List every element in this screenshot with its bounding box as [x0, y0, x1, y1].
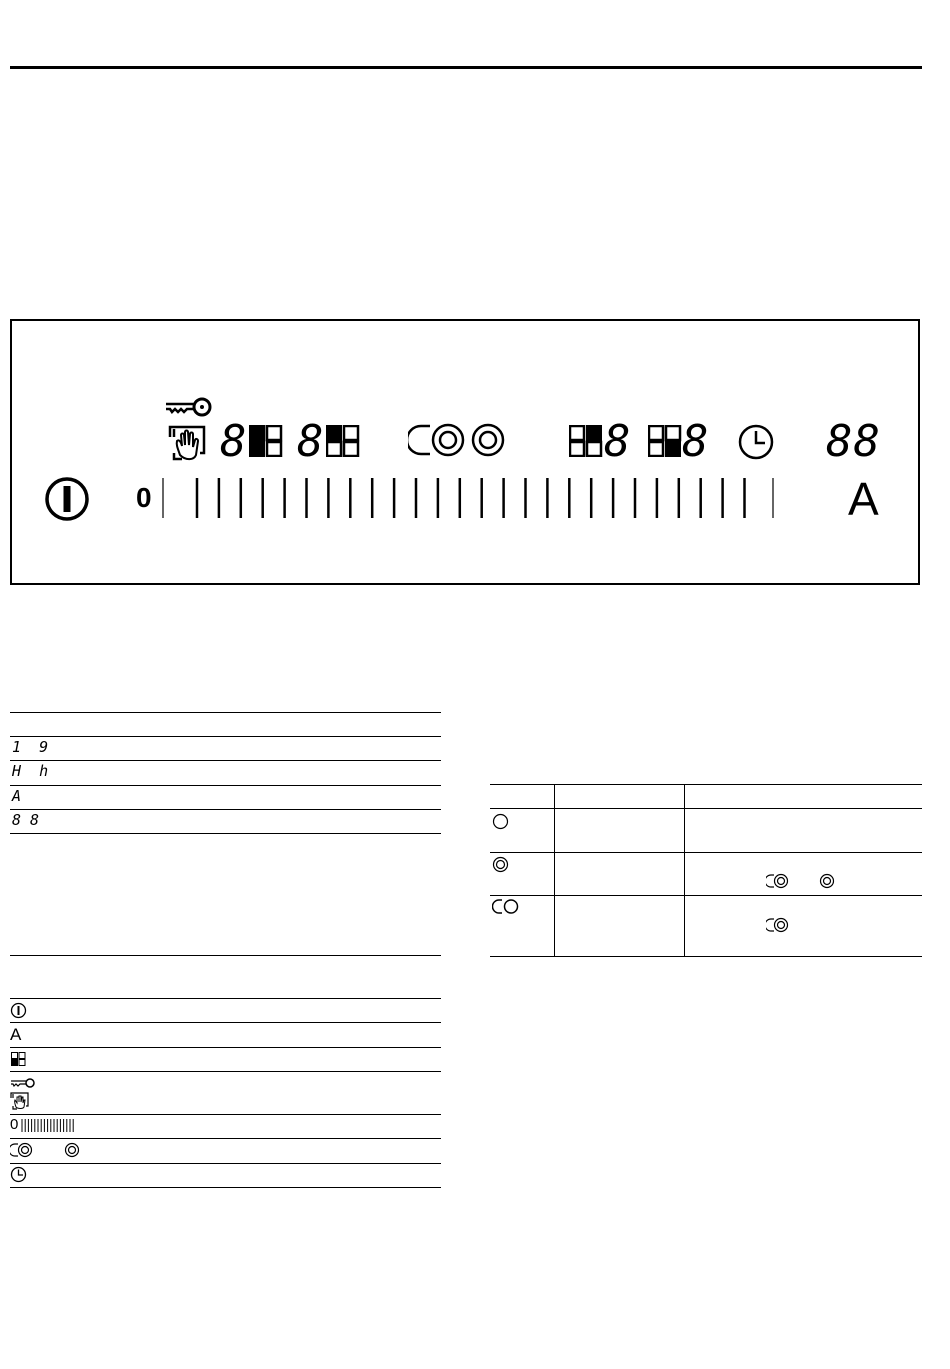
main-switch-icon[interactable] — [44, 476, 90, 522]
zone-indicator-icon — [11, 1052, 26, 1066]
table-rule — [10, 1071, 441, 1072]
auto-icon: A — [10, 1025, 22, 1044]
key-icon — [164, 396, 212, 420]
slider-icon-zero: 0 — [10, 1116, 19, 1133]
table-rule — [10, 833, 441, 834]
timer-digits: 88 — [826, 416, 881, 467]
dual-zone-icon — [766, 873, 792, 889]
table-rule — [10, 736, 441, 737]
table-rule — [10, 955, 441, 956]
dual-zone-icon — [766, 917, 792, 933]
table-rule — [10, 1022, 441, 1023]
single-circle-icon — [492, 813, 509, 830]
zone-digit-4: 8 — [682, 416, 709, 467]
single-zone-icon — [819, 873, 835, 889]
auto-button-label[interactable]: A — [848, 473, 879, 525]
table-rule — [10, 998, 441, 999]
table-col-divider — [554, 784, 555, 956]
wipe-protection-icon — [168, 425, 208, 463]
zone-indicator-icon — [648, 425, 682, 457]
display-symbol: H h — [12, 762, 49, 780]
table-rule — [10, 1138, 441, 1139]
dual-zone-icon — [408, 422, 508, 458]
dual-zone-icon — [10, 1142, 38, 1158]
table-rule — [10, 712, 441, 713]
slider-zero-label: 0 — [136, 482, 152, 513]
display-symbol: 8 8 — [12, 811, 40, 829]
display-symbol: 1 9 — [12, 738, 49, 756]
table-col-divider — [684, 784, 685, 956]
table-rule — [10, 785, 441, 786]
table-rule — [10, 760, 441, 761]
table-rule — [10, 1187, 441, 1188]
zone-digit-3: 8 — [604, 416, 631, 467]
zone-indicator-icon — [569, 425, 603, 457]
wipe-protection-icon — [10, 1092, 30, 1110]
oval-zone-icon — [492, 898, 522, 915]
table-rule — [10, 809, 441, 810]
header-rule — [10, 66, 922, 69]
display-symbol: A — [12, 787, 22, 805]
zone-digit-2: 8 — [297, 416, 324, 467]
zone-indicator-icon — [326, 425, 360, 457]
timer-icon — [10, 1166, 27, 1183]
zone-digit-1: 8 — [220, 416, 247, 467]
double-circle-icon — [492, 856, 509, 873]
timer-icon — [738, 424, 776, 460]
table-rule — [490, 956, 922, 957]
table-rule — [10, 1047, 441, 1048]
single-zone-icon — [64, 1142, 80, 1158]
slider-icon — [20, 1118, 78, 1134]
power-slider[interactable] — [160, 476, 780, 520]
zone-indicator-icon — [249, 425, 283, 457]
table-rule — [10, 1114, 441, 1115]
main-switch-icon — [10, 1002, 27, 1019]
table-rule — [10, 1163, 441, 1164]
key-icon — [10, 1077, 36, 1089]
